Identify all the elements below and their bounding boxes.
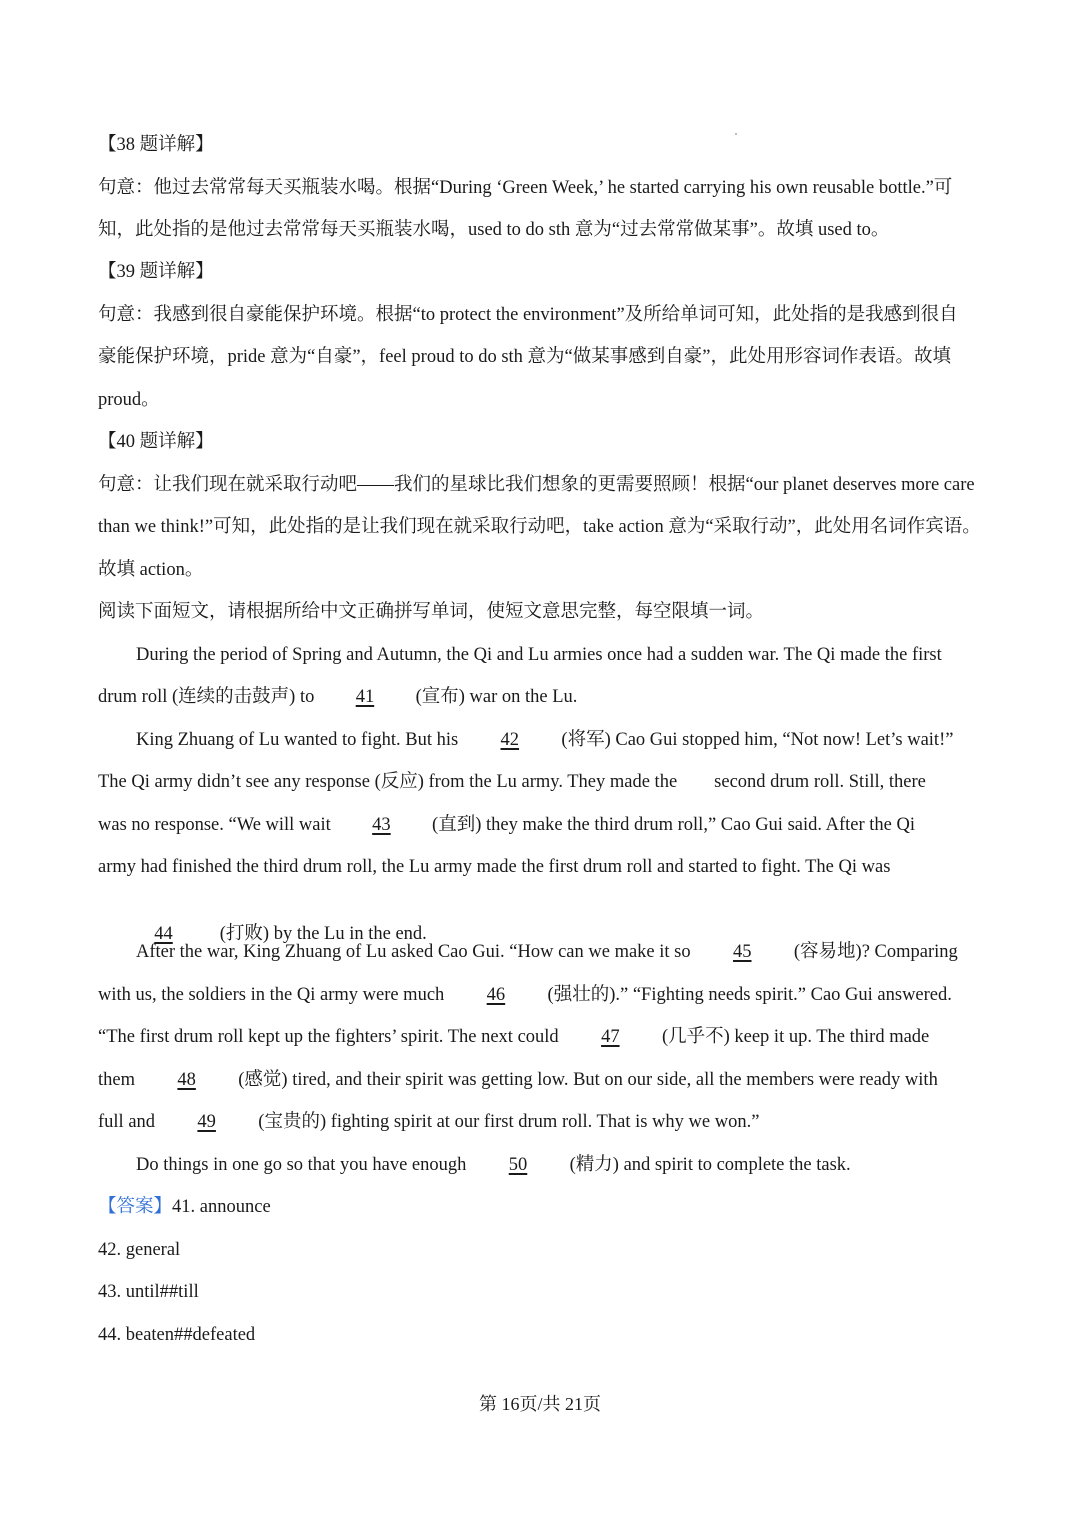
passage-p2-line-2: The Qi army didn’t see any response (反应) from the Lu army. They made the second drum roll. Still, there	[98, 772, 926, 792]
text-segment: (将军) Cao Gui stopped him, “Not now! Let’s wait!”	[556, 730, 954, 750]
section-40-line-1: 句意：让我们现在就采取行动吧——我们的星球比我们想象的更需要照顾！根据“our planet deserves more care	[98, 475, 975, 495]
passage-p3-line-3	[98, 1025, 984, 1049]
text-segment: King Zhuang of Lu wanted to fight. But his	[136, 730, 463, 750]
passage-p2-line-3	[98, 813, 984, 837]
passage-p3-line-5	[98, 1110, 984, 1134]
section-38-line-2: 知，此处指的是他过去常常每天买瓶装水喝，used to do sth 意为“过去常常做某事”。故填 used to。	[98, 220, 890, 240]
answer-line-1	[98, 1195, 984, 1219]
blank-41: 41	[355, 687, 375, 707]
section-40-line-3: 故填 action。	[98, 560, 204, 580]
text-segment: (精力) and spirit to complete the task.	[565, 1155, 851, 1175]
text-segment: (宝贵的) fighting spirit at our first drum roll. That is why we won.”	[253, 1112, 760, 1132]
answer-tag: 【答案】	[98, 1197, 173, 1217]
text-segment: (打败) by the Lu in the end.	[210, 924, 427, 944]
text-segment: was no response. “We will wait	[98, 815, 336, 835]
instruction-text: 阅读下面短文，请根据所给中文正确拼写单词，使短文意思完整，每空限填一词。	[98, 602, 765, 622]
text-segment: (几乎不) keep it up. The third made	[657, 1027, 930, 1047]
section-39-line-3: proud。	[98, 390, 160, 410]
blank-44: 44	[154, 924, 173, 944]
section-40-line-2: than we think!”可知，此处指的是让我们现在就采取行动吧，take action 意为“采取行动”，此处用名词作宾语。	[98, 517, 981, 537]
section-38-line-1: 句意：他过去常常每天买瓶装水喝。根据“During ‘Green Week,’ he started carrying his own reusable bottle.”可	[98, 178, 953, 198]
section-38-heading: 【38 题详解】	[98, 135, 214, 155]
passage-p1-line-2	[98, 685, 984, 709]
text-segment: with us, the soldiers in the Qi army were much	[98, 985, 449, 1005]
section-39-line-1: 句意：我感到很自豪能保护环境。根据“to protect the environment”及所给单词可知，此处指的是我感到很自	[98, 305, 958, 325]
blank-47: 47	[601, 1027, 620, 1047]
answer-item: 41. announce	[172, 1197, 271, 1217]
passage-p3-line-2	[98, 983, 984, 1007]
blank-49: 49	[197, 1112, 216, 1132]
text-segment: (直到) they make the third drum roll,” Cao Gui said. After the Qi	[427, 815, 915, 835]
passage-p3-line-4	[98, 1068, 984, 1092]
text-segment: full and	[98, 1112, 160, 1132]
passage-p2-line-1	[136, 728, 984, 752]
passage-p2-line-4: army had finished the third drum roll, the Lu army made the first drum roll and started to fight. The Qi was	[98, 857, 891, 877]
blank-45: 45	[733, 942, 752, 962]
text-segment: (宣布) war on the Lu.	[410, 687, 578, 707]
passage-p1-line-1: During the period of Spring and Autumn, the Qi and Lu armies once had a sudden war. The Qi made the first	[136, 645, 942, 665]
section-39-line-2: 豪能保护环境，pride 意为“自豪”，feel proud to do sth 意为“做某事感到自豪”，此处用形容词作表语。故填	[98, 347, 951, 367]
text-segment: Do things in one go so that you have enough	[136, 1155, 472, 1175]
text-segment: (强壮的).” “Fighting needs spirit.” Cao Gui answered.	[542, 985, 952, 1005]
text-segment: (感觉) tired, and their spirit was getting low. But on our side, all the members were ready with	[233, 1070, 938, 1090]
blank-48: 48	[177, 1070, 196, 1090]
blank-50: 50	[508, 1155, 528, 1175]
text-segment: “The first drum roll kept up the fighters’ spirit. The next could	[98, 1027, 564, 1047]
passage-p3-line-1	[136, 940, 984, 964]
section-40-heading: 【40 题详解】	[98, 432, 214, 452]
text-segment: them	[98, 1070, 140, 1090]
answer-item: 43. until##till	[98, 1282, 199, 1302]
text-segment: drum roll (连续的击鼓声) to	[98, 687, 319, 707]
text-segment: (容易地)? Comparing	[789, 942, 958, 962]
section-39-heading: 【39 题详解】	[98, 262, 214, 282]
page-number-footer: 第 16页/共 21页	[478, 1394, 601, 1414]
blank-42: 42	[500, 730, 520, 750]
blank-46: 46	[486, 985, 506, 1005]
text-segment: After the war, King Zhuang of Lu asked Cao Gui. “How can we make it so	[136, 942, 696, 962]
blank-43: 43	[372, 815, 391, 835]
passage-p4-line-1	[136, 1153, 984, 1177]
answer-item: 44. beaten##defeated	[98, 1325, 256, 1345]
answer-item: 42. general	[98, 1240, 181, 1260]
